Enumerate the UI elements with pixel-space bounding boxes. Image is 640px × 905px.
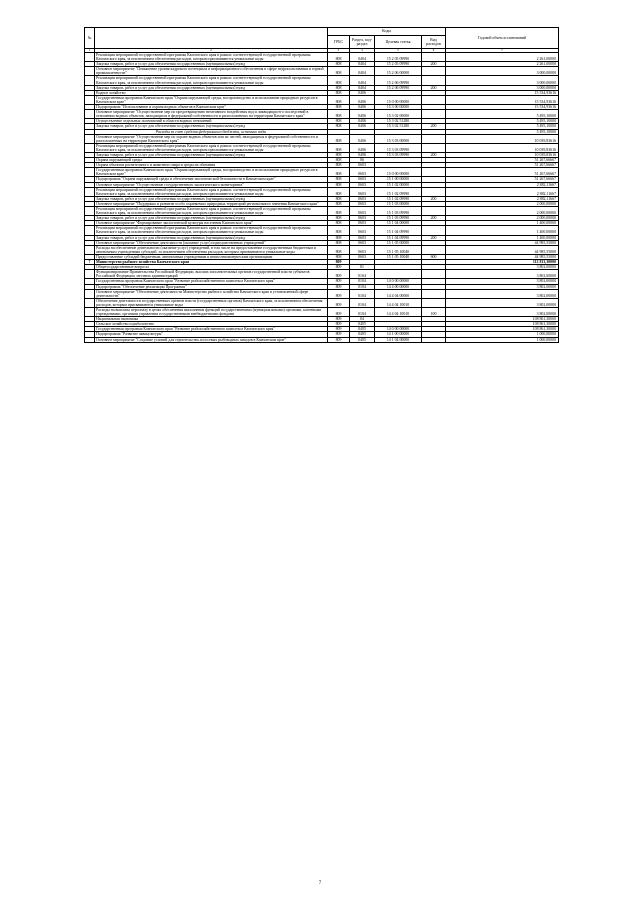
row-grbs: 808: [328, 90, 350, 95]
row-grbs: 809: [328, 298, 350, 307]
row-name: Реализация мероприятий государственной программы Камчатского края в рамках соответствующей государственной программы Камчатского края, за исключением обеспечения расходов, которым присваиваются уникальные коды: [95, 207, 328, 216]
row-amount: 3 000,00000: [446, 76, 559, 85]
row-amount: 5 495,10000: [446, 119, 559, 124]
row-target: 15 1 05 10040: [375, 254, 422, 259]
row-target: 15 2 06 09990: [375, 85, 422, 90]
row-grbs: 808: [328, 163, 350, 168]
row-name: Закупка товаров, работ и услуг для обеспечения государственных (муниципальных) нужд: [95, 124, 328, 129]
row-section: 0104: [350, 289, 375, 298]
row-section: 06: [350, 158, 375, 163]
budget-table: [84, 27, 559, 343]
row-number: [85, 270, 95, 279]
row-name: Реализация мероприятий государственной программы Камчатского края в рамках соответствующей государственной программы Камчатского края, за исключением обеспечения расходов, которым присваиваются уникальные коды: [95, 76, 328, 85]
table-row: [85, 270, 559, 279]
row-section: 0406: [350, 143, 375, 152]
row-number: [85, 226, 95, 235]
row-name: Охрана окружающей среды: [95, 158, 328, 163]
row-name: Министерство рыбного хозяйства Камчатского края: [95, 260, 328, 265]
header-number: №: [85, 28, 95, 49]
row-name: Подпрограмма "Обеспечение реализации Программы": [95, 284, 328, 289]
table-row: [85, 168, 559, 177]
row-name: Основное мероприятие "Осуществление мер по охране водных объектов или их частей, находящихся в федеральной собственности и расположенных на территории Камчатского края": [95, 134, 328, 143]
row-target: 15 3 00 00000: [375, 105, 422, 110]
row-number: [85, 307, 95, 316]
row-amount: 44 985,55000: [446, 240, 559, 245]
row-expense-type: [422, 226, 446, 235]
row-name: Государственная программа Камчатского края "Развитие рыбохозяйственного комплекса Камчатского края": [95, 327, 328, 332]
row-grbs: 808: [328, 134, 350, 143]
row-section: 0603: [350, 168, 375, 177]
row-number: [85, 337, 95, 342]
row-target: 14 4 04 10010: [375, 307, 422, 316]
row-grbs: 808: [328, 158, 350, 163]
row-name: Основное мероприятие "Осуществление государственного экологического мониторинга": [95, 182, 328, 187]
row-section: 0404: [350, 85, 375, 90]
row-amount: 10 039,83616: [446, 152, 559, 157]
row-expense-type: 200: [422, 216, 446, 221]
row-name: Основное мероприятие "Обеспечение деятельности Министерства рыбного хозяйства Камчатского края в установленной сфере деятельности": [95, 289, 328, 298]
row-name: Подпрограмма "Развитие аквакультуры": [95, 332, 328, 337]
row-section: 0603: [350, 187, 375, 196]
row-target: 15 0 00 00000: [375, 95, 422, 104]
row-grbs: 808: [328, 182, 350, 187]
row-expense-type: [422, 95, 446, 104]
row-target: 14 4 04 10010: [375, 298, 422, 307]
row-amount: 51 267,66667: [446, 177, 559, 182]
row-amount: 15 534,93616: [446, 90, 559, 95]
row-amount: 2 261,00000: [446, 62, 559, 67]
row-amount: 10 039,83616: [446, 134, 559, 143]
row-target: [375, 270, 422, 279]
row-target: 14 4 00 00000: [375, 284, 422, 289]
row-amount: 2 882,11667: [446, 196, 559, 201]
table-row: [85, 134, 559, 143]
row-grbs: 808: [328, 124, 350, 129]
row-amount: 15 534,93616: [446, 95, 559, 104]
header-grbs: ГРБС: [328, 36, 350, 49]
row-section: 0603: [350, 201, 375, 206]
row-amount: 1 400,00000: [446, 235, 559, 240]
row-name: Основное мероприятие "Формирование экологической культуры населения Камчатского края": [95, 221, 328, 226]
header-section: Раздел, под-раздел: [350, 36, 375, 49]
row-target: 15 3 02 51280: [375, 119, 422, 124]
row-target: 15 1 03 00000: [375, 201, 422, 206]
row-number: [85, 95, 95, 104]
table-row: [85, 53, 559, 62]
row-target: 15 1 02 09990: [375, 196, 422, 201]
row-grbs: 809: [328, 289, 350, 298]
row-target: 15 1 02 00000: [375, 182, 422, 187]
page-number: 7: [318, 881, 322, 886]
row-amount: 5 495,10000: [446, 124, 559, 129]
row-number: [85, 53, 95, 62]
row-number: [85, 76, 95, 85]
row-expense-type: 600: [422, 254, 446, 259]
row-name: Расходы на обеспечение деятельности (оказание услуг) учреждений, в том числе на предоставление государственным бюджетным и автономным учреждениям субсидий, за исключением обеспечения расходов, которым присваиваются уникальные коды: [95, 245, 328, 254]
row-amount: 2 882,11667: [446, 182, 559, 187]
row-section: 0406: [350, 90, 375, 95]
row-name: Реализация мероприятий государственной программы Камчатского края в рамках соответствующей государственной программы Камчатского края, за исключением обеспечения расходов, которым присваиваются уникальные коды: [95, 187, 328, 196]
table-row: [85, 245, 559, 254]
table-row: [85, 187, 559, 196]
row-number: [85, 168, 95, 177]
row-target: 14 4 04 00000: [375, 289, 422, 298]
row-section: 0406: [350, 110, 375, 119]
row-section: 0406: [350, 134, 375, 143]
row-grbs: 809: [328, 327, 350, 332]
row-amount: 2 000,00000: [446, 207, 559, 216]
row-grbs: 808: [328, 95, 350, 104]
row-number: [85, 207, 95, 216]
row-number: [85, 110, 95, 119]
row-section: 04: [350, 317, 375, 322]
row-grbs: 809: [328, 270, 350, 279]
row-grbs: 808: [328, 240, 350, 245]
header-codes: Коды: [328, 28, 446, 36]
row-section: 0603: [350, 196, 375, 201]
row-name: Закупка товаров, работ и услуг для обеспечения государственных (муниципальных) нужд: [95, 216, 328, 221]
row-expense-type: 200: [422, 62, 446, 67]
row-section: 0405: [350, 327, 375, 332]
row-amount: 3 802,00000: [446, 298, 559, 307]
row-amount: 5 495,10000: [446, 110, 559, 119]
row-grbs: 808: [328, 105, 350, 110]
row-number: [85, 289, 95, 298]
row-target: 15 2 06 00000: [375, 67, 422, 76]
row-target: 15 1 03 09990: [375, 207, 422, 216]
row-name: Общегосударственные вопросы: [95, 265, 328, 270]
row-expense-type: 200: [422, 152, 446, 157]
row-target: 15 1 02 09990: [375, 187, 422, 196]
row-amount: 108 861,30000: [446, 322, 559, 327]
row-amount: 10 039,83616: [446, 143, 559, 152]
row-target: 14 1 04 00000: [375, 337, 422, 342]
row-amount: 2 000,00000: [446, 201, 559, 206]
row-expense-type: [422, 143, 446, 152]
row-section: 0104: [350, 284, 375, 289]
row-grbs: 808: [328, 143, 350, 152]
row-grbs: 808: [328, 207, 350, 216]
row-target: 15 1 04 09990: [375, 226, 422, 235]
row-expense-type: [422, 134, 446, 143]
row-amount: 3 802,00000: [446, 289, 559, 298]
row-expense-type: 200: [422, 196, 446, 201]
row-grbs: 809: [328, 265, 350, 270]
row-target: 15 3 03 09990: [375, 143, 422, 152]
row-section: 0603: [350, 163, 375, 168]
row-expense-type: 100: [422, 307, 446, 316]
row-number: [85, 67, 95, 76]
row-expense-type: [422, 168, 446, 177]
row-target: 15 2 05 09990: [375, 62, 422, 67]
row-section: 0404: [350, 53, 375, 62]
row-number: [85, 143, 95, 152]
row-name: Закупка товаров, работ и услуг для обеспечения государственных (муниципальных) нужд: [95, 62, 328, 67]
row-grbs: 808: [328, 201, 350, 206]
header-column-numbers: 1 2 3 4 5 6 7: [85, 49, 559, 53]
row-grbs: 808: [328, 85, 350, 90]
row-amount: 44 985,55000: [446, 254, 559, 259]
row-name: Государственная программа Камчатского края "Охрана окружающей среды, воспроизводство и использование природных ресурсов в Камчатском крае": [95, 168, 328, 177]
row-target: 15 1 04 09990: [375, 235, 422, 240]
row-name: Охрана объектов растительного и животного мира и среды их обитания: [95, 163, 328, 168]
row-amount: 1 400,00000: [446, 221, 559, 226]
row-target: 15 3 02 00000: [375, 110, 422, 119]
row-name: Реализация мероприятий государственной программы Камчатского края в рамках соответствующей государственной программы Камчатского края, за исключением обеспечения расходов, которым присваиваются уникальные коды: [95, 143, 328, 152]
row-section: 01: [350, 265, 375, 270]
row-section: 0404: [350, 67, 375, 76]
row-target: 15 2 06 09990: [375, 76, 422, 85]
row-name: Основное мероприятие "Обеспечение деятельности (оказание услуг) подведомственных учреждений": [95, 240, 328, 245]
table-row: [85, 95, 559, 104]
row-amount: 1 000,00000: [446, 332, 559, 337]
row-name: Подпрограмма "Использование и охрана водных объектов в Камчатском крае": [95, 105, 328, 110]
row-amount: 3 000,00000: [446, 67, 559, 76]
row-section: 0406: [350, 124, 375, 129]
table-row: [85, 110, 559, 119]
row-section: 0405: [350, 337, 375, 342]
row-expense-type: [422, 110, 446, 119]
row-name: Предоставление субсидий бюджетным, автономным учреждениям и иным некоммерческим организациям: [95, 254, 328, 259]
row-section: 0406: [350, 105, 375, 110]
row-name: Основное мероприятие "Поддержка и развитие особо охраняемых природных территорий регионального значения Камчатского края": [95, 201, 328, 206]
table-row: [85, 143, 559, 152]
row-expense-type: [422, 76, 446, 85]
row-name: Функционирование Правительства Российской Федерации, высших исполнительных органов государственной власти субъектов Российской Федерации, местных администраций: [95, 270, 328, 279]
row-section: 0104: [350, 298, 375, 307]
row-section: 0404: [350, 62, 375, 67]
row-name: Водное хозяйство: [95, 90, 328, 95]
row-amount: 2 000,00000: [446, 216, 559, 221]
row-expense-type: [422, 270, 446, 279]
row-section: 0405: [350, 322, 375, 327]
row-name: Расходы за счет средств федерального бюджета, источник воды: [95, 129, 328, 134]
table-row: [85, 226, 559, 235]
row-target: 15 1 03 09990: [375, 216, 422, 221]
header-target: Целевая статья: [375, 36, 422, 49]
row-amount: 51 267,66667: [446, 158, 559, 163]
row-grbs: 808: [328, 245, 350, 254]
row-name: Закупка товаров, работ и услуг для обеспечения государственных (муниципальных) нужд: [95, 196, 328, 201]
row-section: 0603: [350, 245, 375, 254]
row-section: 0104: [350, 270, 375, 279]
row-expense-type: [422, 53, 446, 62]
table-row: [85, 76, 559, 85]
row-name: Сельское хозяйство и рыболовство: [95, 322, 328, 327]
row-expense-type: [422, 207, 446, 216]
row-target: 15 3 03 00000: [375, 134, 422, 143]
row-amount: 3 000,00000: [446, 85, 559, 90]
header-expense-type: Вид расходов: [422, 36, 446, 49]
row-section: 0104: [350, 307, 375, 316]
row-amount: 108 861,30000: [446, 327, 559, 332]
row-grbs: 809: [328, 279, 350, 284]
row-name: Государственная программа Камчатского края "Охрана окружающей среды, воспроизводство и использование природных ресурсов в Камчатском крае": [95, 95, 328, 104]
row-grbs: 809: [328, 260, 350, 265]
row-grbs: 809: [328, 337, 350, 342]
row-section: 0603: [350, 254, 375, 259]
row-amount: 2 882,11667: [446, 187, 559, 196]
row-number: [85, 298, 95, 307]
row-target: 14 0 00 00000: [375, 279, 422, 284]
row-target: 15 0 00 00000: [375, 168, 422, 177]
table-row: [85, 289, 559, 298]
row-expense-type: [422, 337, 446, 342]
row-target: 14 0 00 00000: [375, 327, 422, 332]
row-name: Основное мероприятие "Повышение уровня кадрового потенциала и информационного обеспечения в сфере недропользования и горной промышленности": [95, 67, 328, 76]
row-section: 0603: [350, 182, 375, 187]
row-section: 0603: [350, 240, 375, 245]
row-grbs: 808: [328, 226, 350, 235]
row-expense-type: 200: [422, 124, 446, 129]
row-name: Реализация мероприятий государственной программы Камчатского края в рамках соответствующей государственной программы Камчатского края, за исключением обеспечения расходов, которым присваиваются уникальные коды: [95, 226, 328, 235]
row-amount: 15 534,93616: [446, 105, 559, 110]
row-target: 15 1 05 00000: [375, 240, 422, 245]
row-grbs: 808: [328, 119, 350, 124]
row-grbs: 808: [328, 53, 350, 62]
row-name: Закупка товаров, работ и услуг для обеспечения государственных (муниципальных) нужд: [95, 85, 328, 90]
row-name: Основное мероприятие "Осуществление мер по предотвращению негативного воздействия вод и ликвидации его последствий в отношении водных объектов, находящихся в федеральной собственности и расположенных на территории Камчатского края": [95, 110, 328, 119]
row-grbs: 808: [328, 187, 350, 196]
row-grbs: 809: [328, 307, 350, 316]
row-grbs: 808: [328, 216, 350, 221]
row-target: 15 2 05 09990: [375, 53, 422, 62]
row-number: [85, 134, 95, 143]
table-row: [85, 298, 559, 307]
row-section: 0603: [350, 177, 375, 182]
row-target: 15 1 04 00000: [375, 221, 422, 226]
row-name: Государственная программа Камчатского края "Развитие рыбохозяйственного комплекса Камчатского края": [95, 279, 328, 284]
row-expense-type: [422, 298, 446, 307]
row-section: 0603: [350, 235, 375, 240]
row-target: 15 1 00 00000: [375, 177, 422, 182]
row-expense-type: 200: [422, 85, 446, 90]
row-section: 0603: [350, 216, 375, 221]
header-amount: Годовой объем ассигнований: [446, 28, 559, 49]
row-section: 0603: [350, 207, 375, 216]
table-body: [85, 53, 559, 343]
row-name: Закупка товаров, работ и услуг для обеспечения государственных (муниципальных) нужд: [95, 235, 328, 240]
row-number: 7: [85, 260, 95, 265]
row-target: 14 1 00 00000: [375, 332, 422, 337]
row-expense-type: [422, 67, 446, 76]
row-grbs: 809: [328, 317, 350, 322]
row-grbs: 808: [328, 67, 350, 76]
row-grbs: 809: [328, 284, 350, 289]
row-name: Реализация мероприятий государственной программы Камчатского края в рамках соответствующей государственной программы Камчатского края, за исключением обеспечения расходов, которым присваиваются уникальные коды: [95, 53, 328, 62]
row-amount: 51 267,66667: [446, 163, 559, 168]
row-grbs: 808: [328, 110, 350, 119]
row-name: Основное мероприятие "Создание условий для строительства лососевых рыбоводных заводов в Камчатском крае": [95, 337, 328, 342]
table-row: [85, 67, 559, 76]
row-grbs: 809: [328, 322, 350, 327]
table-row: [85, 307, 559, 316]
row-target: 15 1 05 10040: [375, 245, 422, 254]
row-target: 15 3 02 51280: [375, 124, 422, 129]
row-grbs: 808: [328, 221, 350, 226]
row-name: Осуществление отдельных полномочий в области водных отношений: [95, 119, 328, 124]
row-target: 15 3 03 09990: [375, 152, 422, 157]
row-expense-type: [422, 245, 446, 254]
row-section: 0406: [350, 119, 375, 124]
row-number: [85, 187, 95, 196]
row-amount: 108 861,30000: [446, 317, 559, 322]
row-section: 0603: [350, 221, 375, 226]
row-grbs: 808: [328, 235, 350, 240]
row-grbs: 808: [328, 196, 350, 201]
row-amount: 3 802,00000: [446, 270, 559, 279]
row-grbs: 808: [328, 152, 350, 157]
row-amount: 51 267,66667: [446, 168, 559, 177]
row-grbs: 809: [328, 332, 350, 337]
row-section: 0603: [350, 226, 375, 235]
row-grbs: 808: [328, 76, 350, 85]
row-amount: 1 000,00000: [446, 337, 559, 342]
row-number: [85, 245, 95, 254]
row-section: 0405: [350, 332, 375, 337]
row-name: Подпрограмма "Охрана окружающей среды и обеспечение экологической безопасности в Камчатском крае": [95, 177, 328, 182]
table-header: [85, 28, 559, 53]
row-expense-type: 200: [422, 235, 446, 240]
row-name: Обеспечение деятельности государственных органов власти (государственных органов) Камчатского края, за исключением обеспечения расходов, которым присваиваются уникальные коды: [95, 298, 328, 307]
row-grbs: 808: [328, 62, 350, 67]
row-name: Закупка товаров, работ и услуг для обеспечения государственных (муниципальных) нужд: [95, 152, 328, 157]
row-amount: 3 802,00000: [446, 284, 559, 289]
row-name: Расходы на выплаты персоналу в целях обеспечения выполнения функций государственными (муниципальными) органами, казенными учреждениями, органами управления государственными внебюджетными фондами: [95, 307, 328, 316]
row-expense-type: [422, 187, 446, 196]
row-amount: 3 802,00000: [446, 307, 559, 316]
row-grbs: 808: [328, 177, 350, 182]
row-amount: 3 802,00000: [446, 279, 559, 284]
table-row: [85, 337, 559, 342]
row-section: 0406: [350, 95, 375, 104]
row-section: 0404: [350, 76, 375, 85]
row-grbs: 808: [328, 254, 350, 259]
row-amount: 44 985,55000: [446, 245, 559, 254]
row-expense-type: [422, 289, 446, 298]
table-row: [85, 207, 559, 216]
header-name: [95, 28, 328, 49]
row-amount: 2 261,00000: [446, 53, 559, 62]
row-amount: 5 495,10000: [446, 129, 559, 134]
row-amount: 112 813,30000: [446, 260, 559, 265]
row-section: 0406: [350, 152, 375, 157]
row-grbs: 808: [328, 168, 350, 177]
row-name: Национальная экономика: [95, 317, 328, 322]
row-amount: 1 400,00000: [446, 226, 559, 235]
row-amount: 3 802,00000: [446, 265, 559, 270]
row-section: 0104: [350, 279, 375, 284]
